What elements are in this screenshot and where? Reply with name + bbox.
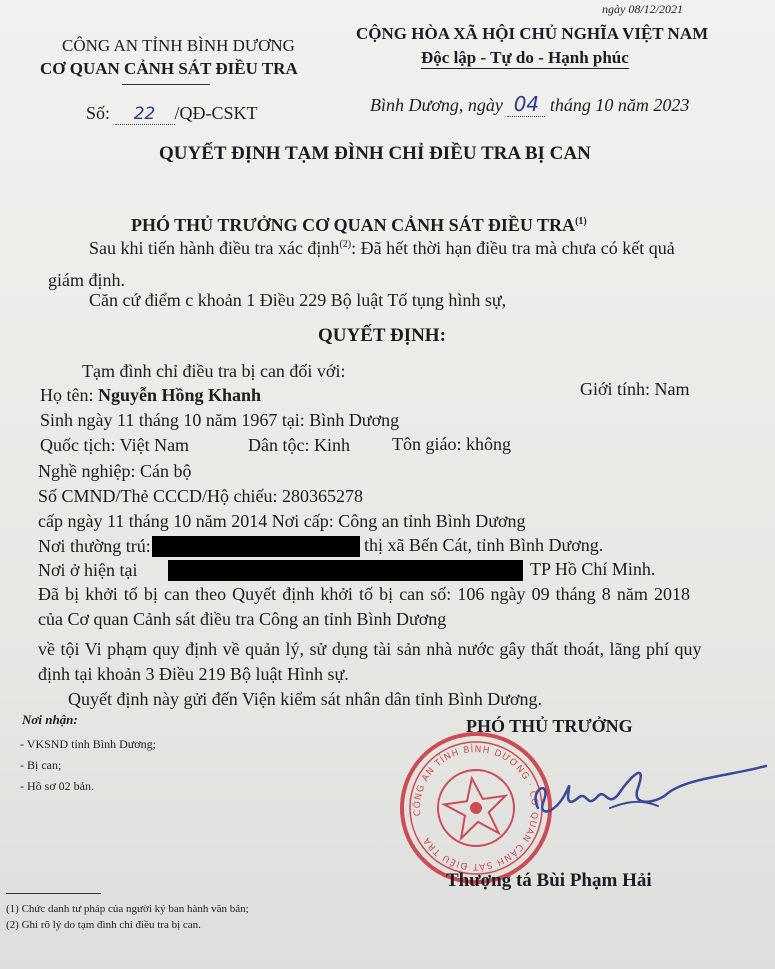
residence-tail: thị xã Bến Cát, tỉnh Bình Dương. xyxy=(364,535,604,555)
number-handwritten: 22 xyxy=(133,104,156,124)
person-religion: Tôn giáo: không xyxy=(392,434,511,454)
suspension-intro: Tạm đình chỉ điều tra bị can đối với: xyxy=(82,361,346,381)
charge-line3: về tội Vi phạm quy định về quản lý, sử dụng tài sản nhà nước gây thất thoát, lãng phí quy xyxy=(38,639,702,659)
decision-number xyxy=(86,103,258,125)
number-suffix: /QĐ-CSKT xyxy=(174,103,258,123)
document-title: QUYẾT ĐỊNH TẠM ĐÌNH CHỈ ĐIỀU TRA BỊ CAN xyxy=(159,143,591,164)
agency-line2: CƠ QUAN CẢNH SÁT ĐIỀU TRA xyxy=(40,59,298,78)
recipient-item: - VKSND tỉnh Bình Dương; xyxy=(20,737,156,751)
para1-line2: giám định. xyxy=(48,270,125,290)
place-date-suffix: tháng 10 năm 2023 xyxy=(549,95,690,115)
day-field xyxy=(507,92,545,117)
send-line: Quyết định này gửi đến Viện kiểm sát nhân dân tỉnh Bình Dương. xyxy=(68,689,543,709)
charge-line4: định tại khoản 3 Điều 219 Bộ luật Hình sự. xyxy=(38,664,349,684)
person-id: Số CMND/Thẻ CCCD/Hộ chiếu: 280365278 xyxy=(38,486,364,506)
signer-name: Thượng tá Bùi Phạm Hải xyxy=(446,870,652,891)
place-date xyxy=(370,92,689,117)
para1-b: : Đã hết thời hạn điều tra mà chưa có kết quả xyxy=(351,238,675,258)
person-occupation: Nghề nghiệp: Cán bộ xyxy=(38,461,192,481)
charge-line1: Đã bị khởi tố bị can theo Quyết định khởi tố bị can số: 106 ngày 09 tháng 8 năm 2018 xyxy=(38,584,690,604)
footnote: (1) Chức danh tư pháp của người ký ban hành văn bản; xyxy=(6,903,249,915)
person-id-issue: cấp ngày 11 tháng 10 năm 2014 Nơi cấp: Công an tỉnh Bình Dương xyxy=(38,511,526,531)
charge-line2: của Cơ quan Cảnh sát điều tra Công an tỉnh Bình Dương xyxy=(38,609,447,629)
para2: Căn cứ điểm c khoản 1 Điều 229 Bộ luật Tố tụng hình sự, xyxy=(89,290,507,310)
stamp-date: ngày 08/12/2021 xyxy=(602,2,683,16)
recipients-heading: Nơi nhận: xyxy=(22,712,78,727)
person-name: Nguyễn Hồng Khanh xyxy=(98,385,262,405)
place-date-prefix: Bình Dương, ngày xyxy=(370,95,503,115)
person-gender: Giới tính: Nam xyxy=(580,379,690,399)
person-nationality: Quốc tịch: Việt Nam xyxy=(40,435,190,455)
footnote: (2) Ghi rõ lý do tạm đình chỉ điều tra bị can. xyxy=(6,919,201,931)
issuer-note: (1) xyxy=(575,216,587,227)
number-field xyxy=(115,103,175,125)
handwritten-signature-icon xyxy=(498,748,768,828)
day-handwritten: 04 xyxy=(513,92,540,116)
decision-heading: QUYẾT ĐỊNH: xyxy=(318,325,446,346)
para1-a: Sau khi tiến hành điều tra xác định xyxy=(89,238,340,258)
current-address-tail: TP Hồ Chí Minh. xyxy=(530,559,656,579)
motto: Độc lập - Tự do - Hạnh phúc xyxy=(421,48,629,67)
para1-note: (2) xyxy=(339,239,352,250)
issuer-text: PHÓ THỦ TRƯỞNG CƠ QUAN CẢNH SÁT ĐIỀU TRA xyxy=(131,215,576,235)
residence-redaction xyxy=(152,536,360,557)
issuer xyxy=(131,215,587,236)
current-address-redaction xyxy=(168,560,523,581)
name-label: Họ tên: xyxy=(40,385,94,405)
residence-label: Nơi thường trú: xyxy=(38,536,151,556)
para1-line1 xyxy=(89,238,675,259)
country-line2 xyxy=(421,48,629,68)
seal-text: CÔNG AN TỈNH BÌNH DƯƠNG · CƠ QUAN CẢNH SÁT ĐIỀU TRA xyxy=(412,744,540,872)
footnote-divider xyxy=(6,893,101,894)
person-ethnicity: Dân tộc: Kinh xyxy=(248,435,350,455)
recipient-item: - Hồ sơ 02 bản. xyxy=(20,779,95,793)
agency-line1: CÔNG AN TỈNH BÌNH DƯƠNG xyxy=(62,36,295,55)
agency-underline xyxy=(122,84,210,85)
number-prefix: Số: xyxy=(86,103,111,123)
current-address-label: Nơi ở hiện tại xyxy=(38,560,138,580)
signature-title: PHÓ THỦ TRƯỞNG xyxy=(466,716,633,736)
recipient-item: - Bị can; xyxy=(20,758,62,772)
country-line1: CỘNG HÒA XÃ HỘI CHỦ NGHĨA VIỆT NAM xyxy=(356,24,709,43)
person-name-line xyxy=(40,385,261,406)
person-birth: Sinh ngày 11 tháng 10 năm 1967 tại: Bình Dương xyxy=(40,410,400,430)
